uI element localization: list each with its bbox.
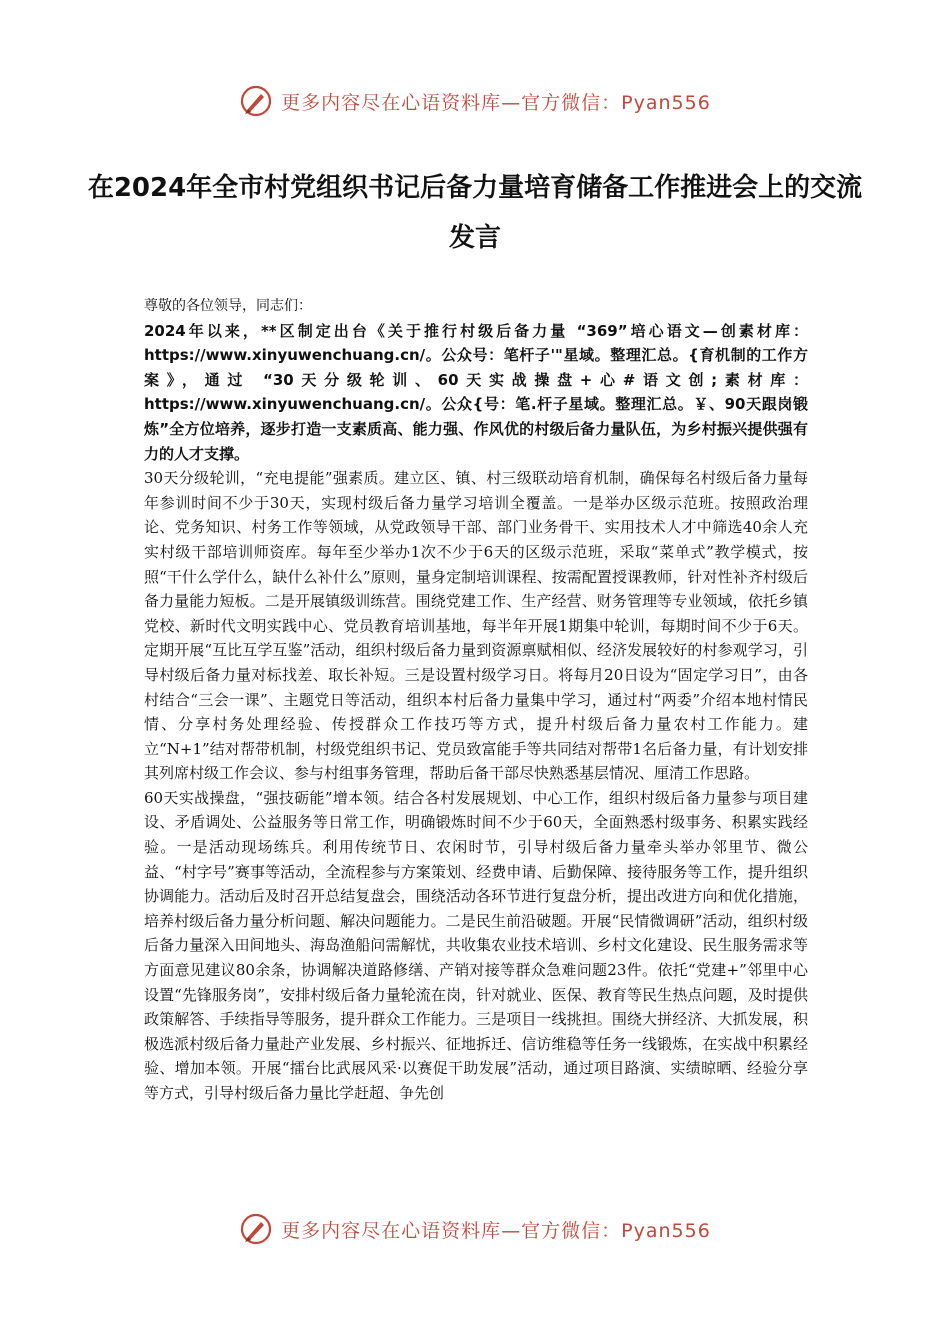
paragraph-practice: 60天实战操盘，“强技砺能”增本领。结合各村发展规划、中心工作，组织村级后备力量参与项目建设、矛盾调处、公益服务等日常工作，明确锻炼时间不少于60天，全面熟悉村级事务、积累实践经验。一是活动现场练兵。利用传统节日、农闲时节，引导村级后备力量牵头举办邻里节、微公益、“村字号”赛事等活动，全流程参与方案策划、经费申请、后勤保障、接待服务等工作，提升组织协调能力。活动后及时召开总结复盘会，围绕活动各环节进行复盘分析，提出改进方向和优化措施，培养村级后备力量分析问题、解决问题能力。二是民生前沿破题。开展“民情微调研”活动，组织村级后备力量深入田间地头、海岛渔船问需解忧，共收集农业技术培训、乡村文化建设、民生服务需求等方面意见建议80余条，协调解决道路修缮、产销对接等群众急难问题23件。依托“党建+”邻里中心设置“先锋服务岗”，安排村级后备力量轮流在岗，针对就业、医保、教育等民生热点问题，及时提供政策解答、手续指导等服务，提升群众工作能力。三是项目一线挑担。围绕大拼经济、大抓发展，积极选派村级后备力量赴产业发展、乡村振兴、征地拆迁、信访维稳等任务一线锻炼，在实战中积累经验、增加本领。开展“擂台比武展风采·以赛促干助发展”活动，通过项目路演、实绩晾晒、经验分享等方式，引导村级后备力量比学赶超、争先创 <box>144 788 808 1102</box>
pen-logo-icon <box>239 84 273 118</box>
watermark-text: 更多内容尽在心语资料库—官方微信：Pyan556 <box>281 1219 711 1242</box>
intro-paragraph: 2024年以来，**区制定出台《关于推行村级后备力量 “369”培心语文—创素材库：https://www.xinyuwenchuang.cn/。公众号：笔杆子'"星域。整理汇总。{育机制的工作方案》，通过 “30天分级轮训、60天实战操盘+心#语文创;素材库：https://www.xinyuwenchuang.cn/。公众{号：笔.杆子星域。整理汇总。￥、90天跟岗锻炼”全方位培养，逐步打造一支素质高、能力强、作风优的村级后备力量队伍，为乡村振兴提供强有力的人才支撑。 <box>144 321 808 463</box>
watermark-banner-bottom <box>0 1212 950 1246</box>
greeting: 尊敬的各位领导，同志们： <box>144 298 312 314</box>
watermark-text: 更多内容尽在心语资料库—官方微信：Pyan556 <box>281 91 711 114</box>
document-title: 在2024年全市村党组织书记后备力量培育储备工作推进会上的交流发言 <box>87 173 863 254</box>
document-body <box>144 294 808 1106</box>
watermark-banner-top <box>0 84 950 118</box>
paragraph-training: 30天分级轮训，“充电提能”强素质。建立区、镇、村三级联动培育机制，确保每名村级后备力量每年参训时间不少于30天，实现村级后备力量学习培训全覆盖。一是举办区级示范班。按照政治理论、党务知识、村务工作等领域，从党政领导干部、部门业务骨干、实用技术人才中筛选40余人充实村级干部培训师资库。每年至少举办1次不少于6天的区级示范班，采取“菜单式”教学模式，按照“干什么学什么，缺什么补什么”原则，量身定制培训课程、按需配置授课教师，针对性补齐村级后备力量能力短板。二是开展镇级训练营。围绕党建工作、生产经营、财务管理等专业领域，依托乡镇党校、新时代文明实践中心、党员教育培训基地，每半年开展1期集中轮训，每期时间不少于6天。定期开展“互比互学互鉴”活动，组织村级后备力量到资源禀赋相似、经济发展较好的村参观学习，引导村级后备力量对标找差、取长补短。三是设置村级学习日。将每月20日设为“固定学习日”，由各村结合“三会一课”、主题党日等活动，组织本村后备力量集中学习，通过村“两委”介绍本地村情民情、分享村务处理经验、传授群众工作技巧等方式，提升村级后备力量农村工作能力。建立“N+1”结对帮带机制，村级党组织书记、党员致富能手等共同结对帮带1名后备力量，有计划安排其列席村级工作会议、参与村组事务管理，帮助后备干部尽快熟悉基层情况、厘清工作思路。 <box>144 469 808 783</box>
pen-logo-icon <box>239 1212 273 1246</box>
